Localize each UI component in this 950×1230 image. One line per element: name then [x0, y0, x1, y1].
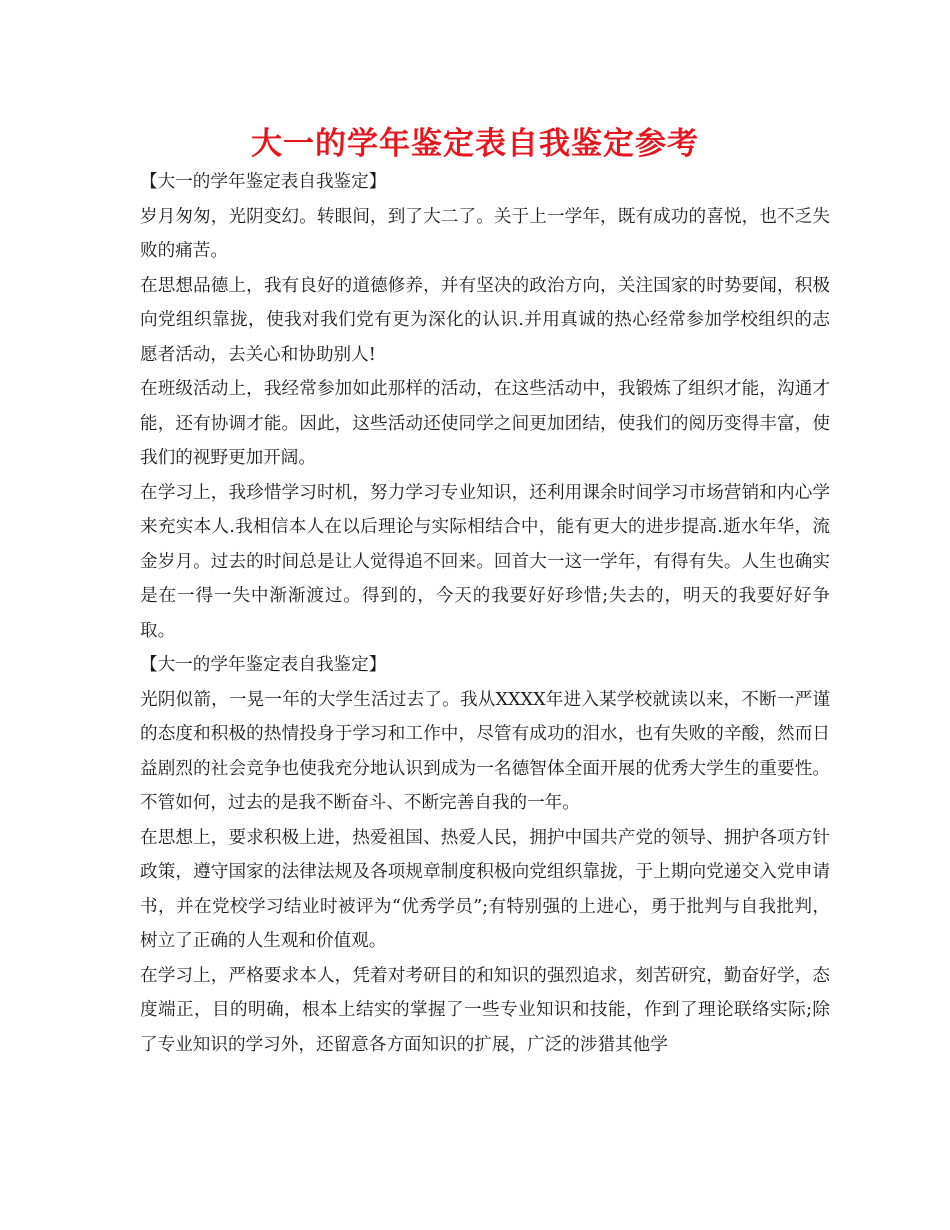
paragraph: 在思想上，要求积极上进，热爱祖国、热爱人民，拥护中国共产党的领导、拥护各项方针政策，遵守国家的法律法规及各项规章制度积极向党组织靠拢，于上期向党递交入党申请书，并在党校学习结业时被评为“优秀学员”;有特别强的上进心，勇于批判与自我批判，树立了正确的人生观和价值观。	[140, 827, 830, 951]
document-title: 大一的学年鉴定表自我鉴定参考	[251, 126, 699, 162]
paragraph: 光阴似箭，一晃一年的大学生活过去了。我从XXXX年进入某学校就读以来，不断一严谨的态度和积极的热情投身于学习和工作中，尽管有成功的泪水，也有失败的辛酸，然而日益剧烈的社会竞争也使我充分地认识到成为一名德智体全面开展的优秀大学生的重要性。不管如何，过去的是我不断奋斗、不断完善自我的一年。	[140, 689, 830, 813]
section-heading: 【大一的学年鉴定表自我鉴定】	[140, 172, 387, 192]
paragraph: 岁月匆匆，光阴变幻。转眼间，到了大二了。关于上一学年，既有成功的喜悦，也不乏失败的痛苦。	[140, 206, 830, 261]
paragraph: 在学习上，严格要求本人，凭着对考研目的和知识的强烈追求，刻苦研究，勤奋好学，态度端正，目的明确，根本上结实的掌握了一些专业知识和技能，作到了理论联络实际;除了专业知识的学习外，还留意各方面知识的扩展，广泛的涉猎其他学	[140, 965, 830, 1055]
paragraph: 在思想品德上，我有良好的道德修养，并有坚决的政治方向，关注国家的时势要闻，积极向党组织靠拢，使我对我们党有更为深化的认识.并用真诚的热心经常参加学校组织的志愿者活动，去关心和协助别人!	[140, 275, 830, 365]
document-body	[140, 165, 830, 1062]
paragraph: 在学习上，我珍惜学习时机，努力学习专业知识，还利用课余时间学习市场营销和内心学来充实本人.我相信本人在以后理论与实际相结合中，能有更大的进步提高.逝水年华，流金岁月。过去的时间总是让人觉得追不回来。回首大一这一学年，有得有失。人生也确实是在一得一失中渐渐渡过。得到的，今天的我要好好珍惜;失去的，明天的我要好好争取。	[140, 482, 830, 641]
section-heading: 【大一的学年鉴定表自我鉴定】	[140, 655, 387, 675]
paragraph: 在班级活动上，我经常参加如此那样的活动，在这些活动中，我锻炼了组织才能，沟通才能，还有协调才能。因此，这些活动还使同学之间更加团结，使我们的阅历变得丰富，使我们的视野更加开阔。	[140, 379, 830, 468]
